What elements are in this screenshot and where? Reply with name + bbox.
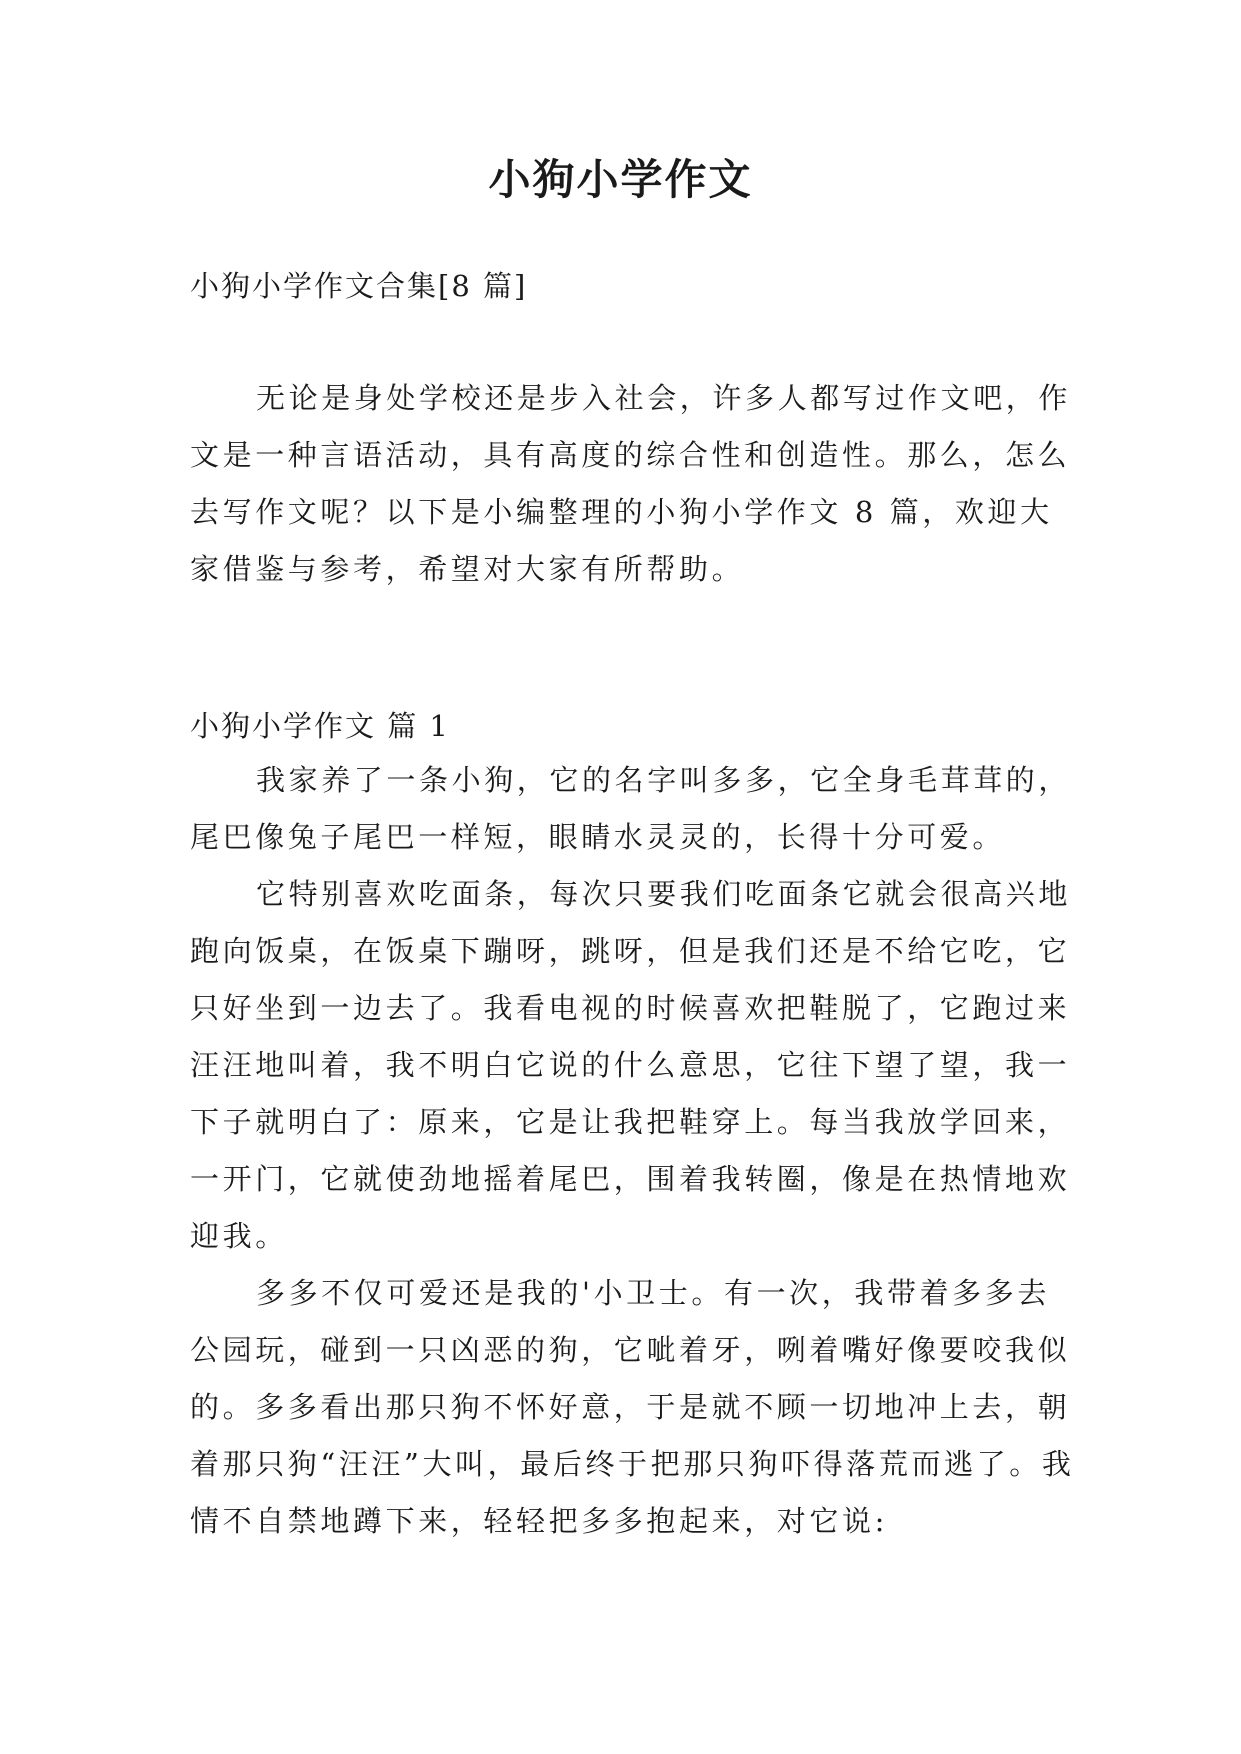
intro-paragraph: 无论是身处学校还是步入社会，许多人都写过作文吧，作文是一种言语活动，具有高度的综合性和创造性。那么，怎么去写作文呢？以下是小编整理的小狗小学作文 8 篇，欢迎大家借鉴与参考，希望对大家有所帮助。 (190, 381, 1072, 586)
body-paragraph-2: 它特别喜欢吃面条，每次只要我们吃面条它就会很高兴地跑向饭桌，在饭桌下蹦呀，跳呀，但是我们还是不给它吃，它只好坐到一边去了。我看电视的时候喜欢把鞋脱了，它跑过来汪汪地叫着，我不明白它说的什么意思，它往下望了望，我一下子就明白了：原来，它是让我把鞋穿上。每当我放学回来，一开门，它就使劲地摇着尾巴，围着我转圈，像是在热情地欢迎我。 (190, 877, 1072, 1253)
body-paragraph-1: 我家养了一条小狗，它的名字叫多多，它全身毛茸茸的，尾巴像兔子尾巴一样短，眼睛水灵灵的，长得十分可爱。 (190, 763, 1072, 854)
page-title: 小狗小学作文 (488, 155, 753, 204)
subtitle: 小狗小学作文合集[8 篇] (190, 269, 528, 303)
section-heading: 小狗小学作文 篇 1 (190, 709, 450, 743)
body-paragraph-3: 多多不仅可爱还是我的'小卫士。有一次，我带着多多去公园玩，碰到一只凶恶的狗，它呲着牙，咧着嘴好像要咬我似的。多多看出那只狗不怀好意，于是就不顾一切地冲上去，朝着那只狗“汪汪”大叫，最后终于把那只狗吓得落荒而逃了。我情不自禁地蹲下来，轻轻把多多抱起来，对它说: (190, 1276, 1075, 1538)
